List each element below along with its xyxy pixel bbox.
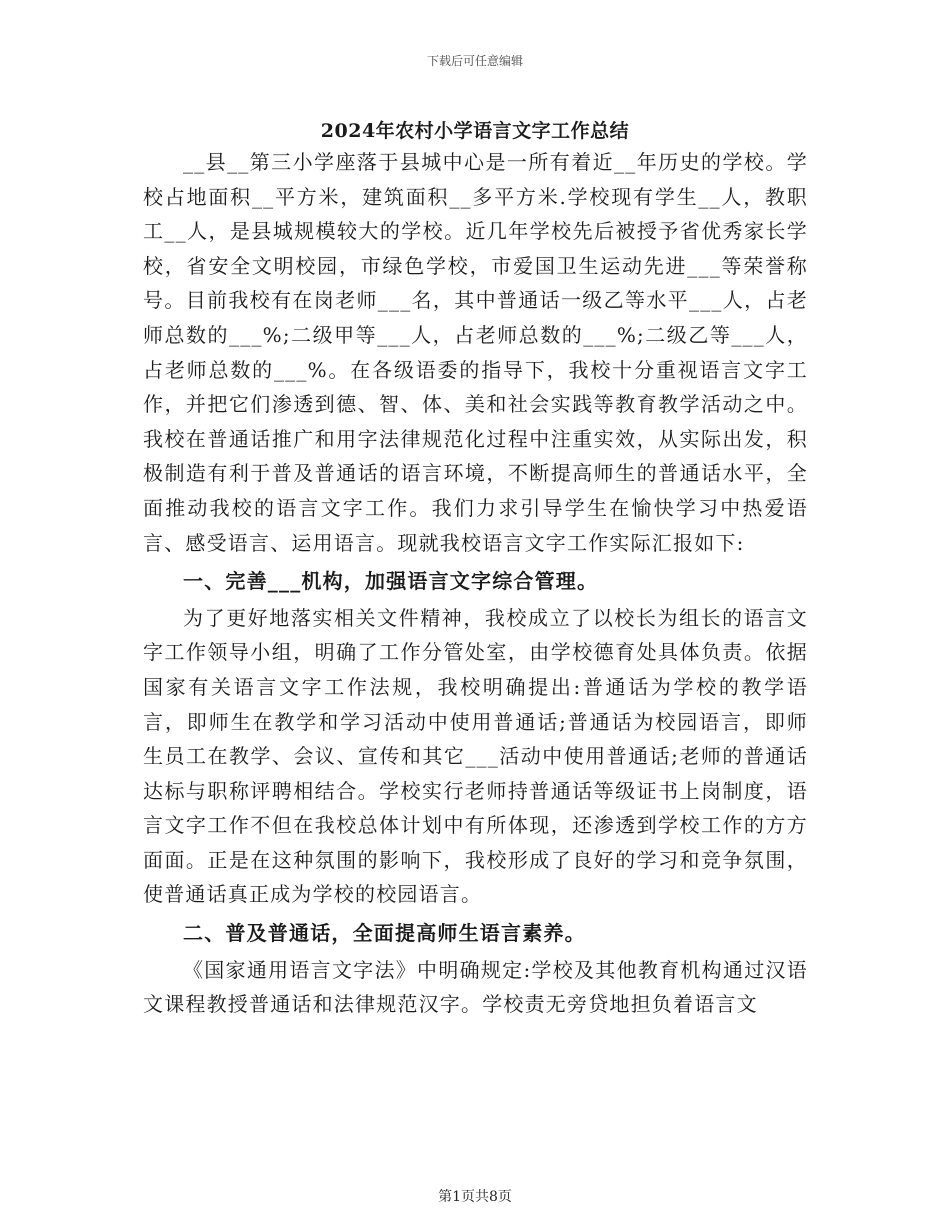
document-body: [143, 145, 808, 1022]
header-note: 下载后可任意编辑: [426, 54, 523, 68]
document-title: 2024年农村小学语言文字工作总结: [320, 120, 630, 142]
intro-paragraph: __县__第三小学座落于县城中心是一所有着近__年历史的学校。学校占地面积__平方米，建筑面积__多平方米.学校现有学生__人，教职工__人，是县城规模较大的学校。近几年学校先后被授予省优秀家长学校，省安全文明校园，市绿色学校，市爱国卫生运动先进___等荣誉称号。目前我校有在岗老师___名，其中普通话一级乙等水平___人，占老师总数的___%;二级甲等___人，占老师总数的___%;二级乙等___人，占老师总数的___%。在各级语委的指导下，我校十分重视语言文字工作，并把它们渗透到德、智、体、美和社会实践等教育教学活动之中。我校在普通话推广和用字法律规范化过程中注重实效，从实际出发，积极制造有利于普及普通话的语言环境，不断提高师生的普通话水平，全面推动我校的语言文字工作。我们力求引导学生在愉快学习中热爱语言、感受语言、运用语言。现就我校语言文字工作实际汇报如下:: [143, 150, 808, 555]
page-number: 第1页共8页: [438, 1189, 512, 1205]
section-heading-2: 二、普及普通话，全面提高师生语言素养。: [183, 921, 586, 946]
section-1-paragraph: 为了更好地落实相关文件精神，我校成立了以校长为组长的语言文字工作领导小组，明确了工作分管处室，由学校德育处具体负责。依据国家有关语言文字工作法规，我校明确提出:普通话为学校的教学语言，即师生在教学和学习活动中使用普通话;普通话为校园语言，即师生员工在教学、会议、宣传和其它___活动中使用普通话;老师的普通话达标与职称评聘相结合。学校实行老师持普通话等级证书上岗制度，语言文字工作不但在我校总体计划中有所体现，还渗透到学校工作的方方面面。正是在这种氛围的影响下，我校形成了良好的学习和竞争氛围，使普通话真正成为学校的校园语言。: [143, 605, 808, 907]
section-2-paragraph: 《国家通用语言文字法》中明确规定:学校及其他教育机构通过汉语文课程教授普通话和法律规范汉字。学校责无旁贷地担负着语言文: [143, 957, 808, 1017]
section-heading-1: 一、完善___机构，加强语言文字综合管理。: [183, 569, 599, 594]
